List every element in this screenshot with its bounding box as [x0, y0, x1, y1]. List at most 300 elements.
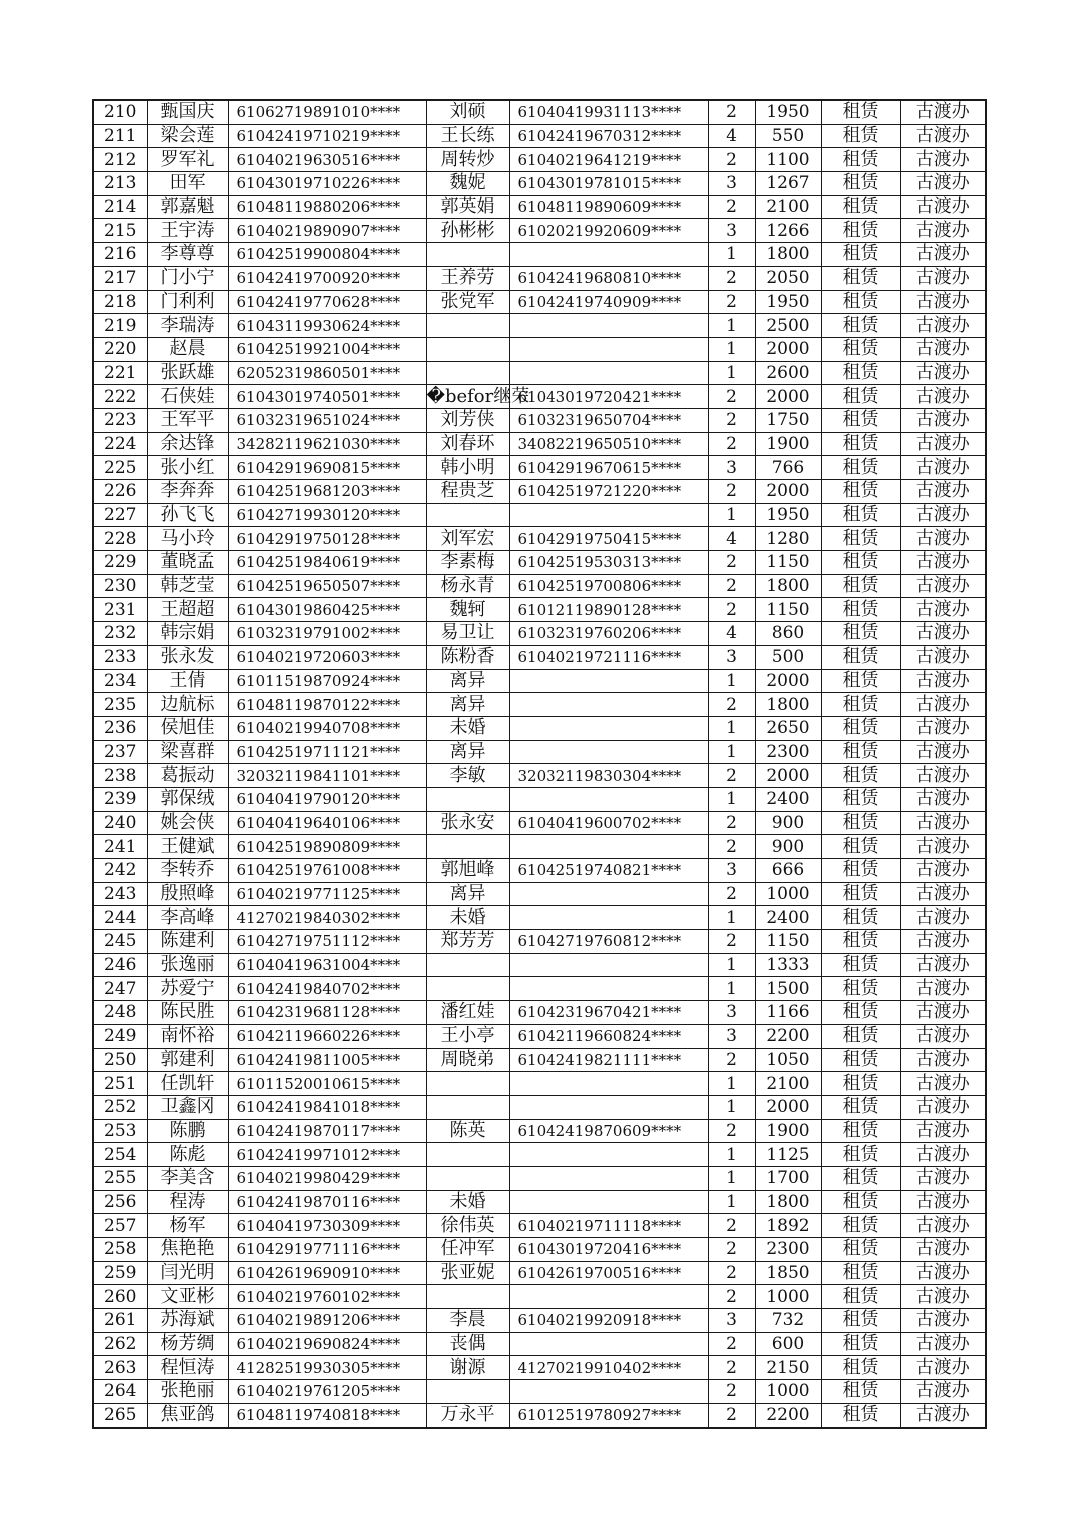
area-value-cell: 2000 [755, 669, 821, 693]
housing-type-cell: 租赁 [821, 172, 900, 196]
office-cell: 古渡办 [900, 1238, 986, 1262]
row-number-cell: 264 [93, 1380, 147, 1404]
office-cell: 古渡办 [900, 1261, 986, 1285]
household-size-cell: 2 [708, 480, 755, 504]
household-size-cell: 2 [708, 930, 755, 954]
applicant-name-cell: 甄国庆 [147, 100, 228, 124]
area-value-cell: 666 [755, 859, 821, 883]
applicant-name-cell: 孙飞飞 [147, 503, 228, 527]
row-number-cell: 221 [93, 361, 147, 385]
housing-type-cell: 租赁 [821, 1285, 900, 1309]
area-value-cell: 2600 [755, 361, 821, 385]
applicant-id-cell: 61042519650507**** [228, 574, 426, 598]
spouse-id-cell: 61032319650704**** [509, 408, 708, 432]
area-value-cell: 1800 [755, 574, 821, 598]
table-row [93, 622, 986, 646]
housing-type-cell: 租赁 [821, 1001, 900, 1025]
area-value-cell: 1150 [755, 598, 821, 622]
spouse-name-cell [426, 787, 509, 811]
area-value-cell: 1150 [755, 930, 821, 954]
spouse-id-cell [509, 314, 708, 338]
spouse-name-cell: 刘春环 [426, 432, 509, 456]
spouse-name-cell: 韩小明 [426, 456, 509, 480]
housing-type-cell: 租赁 [821, 1119, 900, 1143]
applicant-name-cell: 韩芝莹 [147, 574, 228, 598]
spouse-id-cell [509, 716, 708, 740]
area-value-cell: 1000 [755, 882, 821, 906]
area-value-cell: 1950 [755, 100, 821, 124]
table-row [93, 195, 986, 219]
spouse-name-cell: 张党军 [426, 290, 509, 314]
housing-type-cell: 租赁 [821, 1356, 900, 1380]
spouse-id-cell: 61042519740821**** [509, 859, 708, 883]
household-size-cell: 2 [708, 1048, 755, 1072]
applicant-name-cell: 葛振动 [147, 764, 228, 788]
office-cell: 古渡办 [900, 1285, 986, 1309]
office-cell: 古渡办 [900, 124, 986, 148]
applicant-name-cell: 陈彪 [147, 1143, 228, 1167]
row-number-cell: 249 [93, 1024, 147, 1048]
table-row [93, 385, 986, 409]
household-size-cell: 1 [708, 1143, 755, 1167]
row-number-cell: 241 [93, 835, 147, 859]
row-number-cell: 228 [93, 527, 147, 551]
applicant-name-cell: 马小玲 [147, 527, 228, 551]
household-size-cell: 4 [708, 124, 755, 148]
spouse-name-cell: 程贵芝 [426, 480, 509, 504]
applicant-id-cell: 61040419640106**** [228, 811, 426, 835]
applicant-id-cell: 61042419841018**** [228, 1095, 426, 1119]
area-value-cell: 1900 [755, 1119, 821, 1143]
applicant-id-cell: 61042919690815**** [228, 456, 426, 480]
row-number-cell: 243 [93, 882, 147, 906]
applicant-id-cell: 61032319791002**** [228, 622, 426, 646]
row-number-cell: 210 [93, 100, 147, 124]
applicant-id-cell: 41282519930305**** [228, 1356, 426, 1380]
housing-type-cell: 租赁 [821, 716, 900, 740]
applicant-id-cell: 61042419770628**** [228, 290, 426, 314]
household-size-cell: 2 [708, 100, 755, 124]
household-size-cell: 2 [708, 1403, 755, 1427]
household-size-cell: 2 [708, 1380, 755, 1404]
applicant-id-cell: 41270219840302**** [228, 906, 426, 930]
housing-type-cell: 租赁 [821, 1024, 900, 1048]
area-value-cell: 2200 [755, 1024, 821, 1048]
table-row [93, 314, 986, 338]
housing-type-cell: 租赁 [821, 574, 900, 598]
household-size-cell: 1 [708, 716, 755, 740]
applicant-id-cell: 61032319651024**** [228, 408, 426, 432]
housing-type-cell: 租赁 [821, 859, 900, 883]
table-row [93, 906, 986, 930]
applicant-name-cell: 张逸丽 [147, 953, 228, 977]
spouse-id-cell [509, 693, 708, 717]
row-number-cell: 219 [93, 314, 147, 338]
applicant-name-cell: 苏海斌 [147, 1309, 228, 1333]
household-size-cell: 1 [708, 1072, 755, 1096]
housing-type-cell: 租赁 [821, 787, 900, 811]
applicant-id-cell: 61043019740501**** [228, 385, 426, 409]
housing-type-cell: 租赁 [821, 408, 900, 432]
row-number-cell: 250 [93, 1048, 147, 1072]
spouse-name-cell: 未婚 [426, 716, 509, 740]
spouse-id-cell: 61043019720421**** [509, 385, 708, 409]
applicant-id-cell: 61040419730309**** [228, 1214, 426, 1238]
spouse-id-cell [509, 953, 708, 977]
row-number-cell: 258 [93, 1238, 147, 1262]
table-row [93, 716, 986, 740]
office-cell: 古渡办 [900, 930, 986, 954]
housing-type-cell: 租赁 [821, 314, 900, 338]
applicant-name-cell: 李奔奔 [147, 480, 228, 504]
housing-type-cell: 租赁 [821, 361, 900, 385]
spouse-name-cell [426, 1143, 509, 1167]
spouse-id-cell: 61042319670421**** [509, 1001, 708, 1025]
office-cell: 古渡办 [900, 716, 986, 740]
applicant-name-cell: 田军 [147, 172, 228, 196]
table-row [93, 432, 986, 456]
spouse-name-cell: 陈英 [426, 1119, 509, 1143]
area-value-cell: 900 [755, 811, 821, 835]
spouse-name-cell: 李素梅 [426, 551, 509, 575]
spouse-id-cell: 61042419821111**** [509, 1048, 708, 1072]
household-size-cell: 1 [708, 1095, 755, 1119]
applicant-name-cell: 李高峰 [147, 906, 228, 930]
spouse-id-cell: 61042419740909**** [509, 290, 708, 314]
table-row [93, 645, 986, 669]
area-value-cell: 900 [755, 835, 821, 859]
spouse-name-cell: 魏妮 [426, 172, 509, 196]
office-cell: 古渡办 [900, 1048, 986, 1072]
spouse-id-cell [509, 1072, 708, 1096]
applicant-id-cell: 61043119930624**** [228, 314, 426, 338]
spouse-id-cell [509, 1332, 708, 1356]
table-row [93, 787, 986, 811]
spouse-id-cell [509, 1190, 708, 1214]
row-number-cell: 244 [93, 906, 147, 930]
row-number-cell: 260 [93, 1285, 147, 1309]
applicant-id-cell: 61042519840619**** [228, 551, 426, 575]
row-number-cell: 246 [93, 953, 147, 977]
applicant-name-cell: 闫光明 [147, 1261, 228, 1285]
area-value-cell: 2400 [755, 906, 821, 930]
household-size-cell: 3 [708, 645, 755, 669]
table-row [93, 1332, 986, 1356]
area-value-cell: 1892 [755, 1214, 821, 1238]
table-row [93, 764, 986, 788]
office-cell: 古渡办 [900, 1332, 986, 1356]
housing-type-cell: 租赁 [821, 645, 900, 669]
spouse-id-cell: 61012519780927**** [509, 1403, 708, 1427]
area-value-cell: 2000 [755, 480, 821, 504]
office-cell: 古渡办 [900, 1001, 986, 1025]
spouse-id-cell [509, 835, 708, 859]
household-size-cell: 1 [708, 243, 755, 267]
row-number-cell: 259 [93, 1261, 147, 1285]
row-number-cell: 265 [93, 1403, 147, 1427]
applicant-name-cell: 郭保绒 [147, 787, 228, 811]
applicant-name-cell: 郭建利 [147, 1048, 228, 1072]
household-size-cell: 1 [708, 361, 755, 385]
office-cell: 古渡办 [900, 1380, 986, 1404]
household-size-cell: 2 [708, 1261, 755, 1285]
housing-type-cell: 租赁 [821, 1190, 900, 1214]
row-number-cell: 233 [93, 645, 147, 669]
table-row [93, 172, 986, 196]
applicant-id-cell: 61042519890809**** [228, 835, 426, 859]
spouse-id-cell: 61012119890128**** [509, 598, 708, 622]
area-value-cell: 1267 [755, 172, 821, 196]
housing-type-cell: 租赁 [821, 290, 900, 314]
household-size-cell: 4 [708, 527, 755, 551]
applicant-name-cell: 陈建利 [147, 930, 228, 954]
household-size-cell: 1 [708, 1190, 755, 1214]
housing-type-cell: 租赁 [821, 906, 900, 930]
office-cell: 古渡办 [900, 503, 986, 527]
office-cell: 古渡办 [900, 835, 986, 859]
spouse-name-cell: 易卫让 [426, 622, 509, 646]
office-cell: 古渡办 [900, 693, 986, 717]
office-cell: 古渡办 [900, 195, 986, 219]
table-row [93, 480, 986, 504]
applicant-id-cell: 61040219940708**** [228, 716, 426, 740]
housing-type-cell: 租赁 [821, 456, 900, 480]
household-size-cell: 2 [708, 1119, 755, 1143]
table-row [93, 598, 986, 622]
applicant-id-cell: 34282119621030**** [228, 432, 426, 456]
housing-type-cell: 租赁 [821, 977, 900, 1001]
table-row [93, 1024, 986, 1048]
household-size-cell: 3 [708, 1001, 755, 1025]
spouse-id-cell [509, 906, 708, 930]
applicant-id-cell: 61042919750128**** [228, 527, 426, 551]
row-number-cell: 235 [93, 693, 147, 717]
housing-type-cell: 租赁 [821, 622, 900, 646]
table-row [93, 740, 986, 764]
housing-type-cell: 租赁 [821, 1166, 900, 1190]
area-value-cell: 1125 [755, 1143, 821, 1167]
office-cell: 古渡办 [900, 882, 986, 906]
applicant-id-cell: 61043019710226**** [228, 172, 426, 196]
applicant-id-cell: 62052319860501**** [228, 361, 426, 385]
table-row [93, 266, 986, 290]
row-number-cell: 257 [93, 1214, 147, 1238]
spouse-id-cell: 61042519721220**** [509, 480, 708, 504]
row-number-cell: 226 [93, 480, 147, 504]
area-value-cell: 1500 [755, 977, 821, 1001]
household-size-cell: 3 [708, 1024, 755, 1048]
spouse-id-cell [509, 669, 708, 693]
applicant-name-cell: 门利利 [147, 290, 228, 314]
row-number-cell: 263 [93, 1356, 147, 1380]
spouse-id-cell: 61048119890609**** [509, 195, 708, 219]
housing-type-cell: 租赁 [821, 764, 900, 788]
spouse-name-cell: 刘芳侠 [426, 408, 509, 432]
spouse-name-cell: 张亚妮 [426, 1261, 509, 1285]
spouse-name-cell: 谢源 [426, 1356, 509, 1380]
applicant-name-cell: 文亚彬 [147, 1285, 228, 1309]
table-row [93, 977, 986, 1001]
area-value-cell: 1100 [755, 148, 821, 172]
office-cell: 古渡办 [900, 480, 986, 504]
applicant-id-cell: 61042519761008**** [228, 859, 426, 883]
household-size-cell: 1 [708, 669, 755, 693]
applicant-name-cell: 任凯轩 [147, 1072, 228, 1096]
area-value-cell: 1050 [755, 1048, 821, 1072]
household-size-cell: 2 [708, 764, 755, 788]
table-row [93, 219, 986, 243]
area-value-cell: 1950 [755, 290, 821, 314]
applicant-id-cell: 61040219761205**** [228, 1380, 426, 1404]
spouse-name-cell: 离异 [426, 882, 509, 906]
housing-type-cell: 租赁 [821, 669, 900, 693]
area-value-cell: 766 [755, 456, 821, 480]
household-size-cell: 2 [708, 551, 755, 575]
housing-type-cell: 租赁 [821, 598, 900, 622]
spouse-name-cell: 郑芳芳 [426, 930, 509, 954]
spouse-name-cell: 潘红娃 [426, 1001, 509, 1025]
table-row [93, 1380, 986, 1404]
table-row [93, 1001, 986, 1025]
household-size-cell: 1 [708, 906, 755, 930]
spouse-id-cell: 61043019781015**** [509, 172, 708, 196]
spouse-id-cell: 61040419600702**** [509, 811, 708, 835]
office-cell: 古渡办 [900, 219, 986, 243]
row-number-cell: 247 [93, 977, 147, 1001]
office-cell: 古渡办 [900, 527, 986, 551]
housing-type-cell: 租赁 [821, 1095, 900, 1119]
applicant-id-cell: 61048119870122**** [228, 693, 426, 717]
housing-type-cell: 租赁 [821, 527, 900, 551]
housing-type-cell: 租赁 [821, 432, 900, 456]
applicant-id-cell: 61042419811005**** [228, 1048, 426, 1072]
applicant-id-cell: 61011520010615**** [228, 1072, 426, 1096]
household-size-cell: 3 [708, 859, 755, 883]
spouse-id-cell: 61042119660824**** [509, 1024, 708, 1048]
row-number-cell: 222 [93, 385, 147, 409]
household-size-cell: 1 [708, 787, 755, 811]
household-size-cell: 2 [708, 693, 755, 717]
document-page [92, 99, 985, 1429]
housing-type-cell: 租赁 [821, 337, 900, 361]
area-value-cell: 1800 [755, 693, 821, 717]
area-value-cell: 2150 [755, 1356, 821, 1380]
row-number-cell: 223 [93, 408, 147, 432]
spouse-id-cell [509, 1285, 708, 1309]
applicant-id-cell: 61062719891010**** [228, 100, 426, 124]
spouse-name-cell [426, 953, 509, 977]
roster-body [93, 100, 986, 1428]
table-row [93, 1403, 986, 1427]
applicant-id-cell: 61040219690824**** [228, 1332, 426, 1356]
area-value-cell: 600 [755, 1332, 821, 1356]
household-size-cell: 1 [708, 1166, 755, 1190]
household-size-cell: 3 [708, 456, 755, 480]
table-row [93, 527, 986, 551]
row-number-cell: 224 [93, 432, 147, 456]
applicant-name-cell: 李尊尊 [147, 243, 228, 267]
household-size-cell: 1 [708, 503, 755, 527]
applicant-name-cell: 赵晨 [147, 337, 228, 361]
area-value-cell: 500 [755, 645, 821, 669]
household-size-cell: 2 [708, 1356, 755, 1380]
spouse-name-cell: 李晨 [426, 1309, 509, 1333]
area-value-cell: 1800 [755, 1190, 821, 1214]
area-value-cell: 2000 [755, 337, 821, 361]
spouse-name-cell: 丧偶 [426, 1332, 509, 1356]
applicant-name-cell: 姚会侠 [147, 811, 228, 835]
spouse-id-cell: 32032119830304**** [509, 764, 708, 788]
housing-type-cell: 租赁 [821, 1261, 900, 1285]
table-row [93, 100, 986, 124]
spouse-id-cell: 61040219641219**** [509, 148, 708, 172]
applicant-name-cell: 程涛 [147, 1190, 228, 1214]
area-value-cell: 1750 [755, 408, 821, 432]
housing-type-cell: 租赁 [821, 1332, 900, 1356]
spouse-id-cell: 61042919670615**** [509, 456, 708, 480]
spouse-id-cell [509, 1143, 708, 1167]
applicant-name-cell: 南怀裕 [147, 1024, 228, 1048]
office-cell: 古渡办 [900, 314, 986, 338]
applicant-name-cell: 陈民胜 [147, 1001, 228, 1025]
row-number-cell: 237 [93, 740, 147, 764]
row-number-cell: 227 [93, 503, 147, 527]
area-value-cell: 2300 [755, 740, 821, 764]
applicant-id-cell: 61040419631004**** [228, 953, 426, 977]
spouse-name-cell [426, 1072, 509, 1096]
applicant-id-cell: 61042119660226**** [228, 1024, 426, 1048]
office-cell: 古渡办 [900, 1143, 986, 1167]
applicant-name-cell: 余达锋 [147, 432, 228, 456]
office-cell: 古渡办 [900, 598, 986, 622]
spouse-name-cell: 离异 [426, 669, 509, 693]
spouse-name-cell [426, 1166, 509, 1190]
household-size-cell: 1 [708, 314, 755, 338]
area-value-cell: 2200 [755, 1403, 821, 1427]
household-size-cell: 1 [708, 337, 755, 361]
applicant-name-cell: 殷照峰 [147, 882, 228, 906]
housing-type-cell: 租赁 [821, 835, 900, 859]
table-row [93, 243, 986, 267]
table-row [93, 456, 986, 480]
household-size-cell: 4 [708, 622, 755, 646]
applicant-name-cell: 陈鹏 [147, 1119, 228, 1143]
housing-type-cell: 租赁 [821, 219, 900, 243]
spouse-name-cell: 刘硕 [426, 100, 509, 124]
applicant-id-cell: 61042419971012**** [228, 1143, 426, 1167]
spouse-id-cell: 61040419931113**** [509, 100, 708, 124]
applicant-id-cell: 61042419840702**** [228, 977, 426, 1001]
applicant-id-cell: 61011519870924**** [228, 669, 426, 693]
table-row [93, 1214, 986, 1238]
housing-type-cell: 租赁 [821, 503, 900, 527]
applicant-id-cell: 61042519681203**** [228, 480, 426, 504]
row-number-cell: 225 [93, 456, 147, 480]
household-size-cell: 3 [708, 1309, 755, 1333]
applicant-name-cell: 王健斌 [147, 835, 228, 859]
applicant-id-cell: 61042319681128**** [228, 1001, 426, 1025]
office-cell: 古渡办 [900, 290, 986, 314]
applicant-name-cell: 韩宗娟 [147, 622, 228, 646]
applicant-id-cell: 61040219890907**** [228, 219, 426, 243]
applicant-name-cell: 董晓孟 [147, 551, 228, 575]
household-size-cell: 2 [708, 1332, 755, 1356]
office-cell: 古渡办 [900, 740, 986, 764]
row-number-cell: 253 [93, 1119, 147, 1143]
spouse-name-cell: 陈粉香 [426, 645, 509, 669]
housing-type-cell: 租赁 [821, 1309, 900, 1333]
office-cell: 古渡办 [900, 100, 986, 124]
